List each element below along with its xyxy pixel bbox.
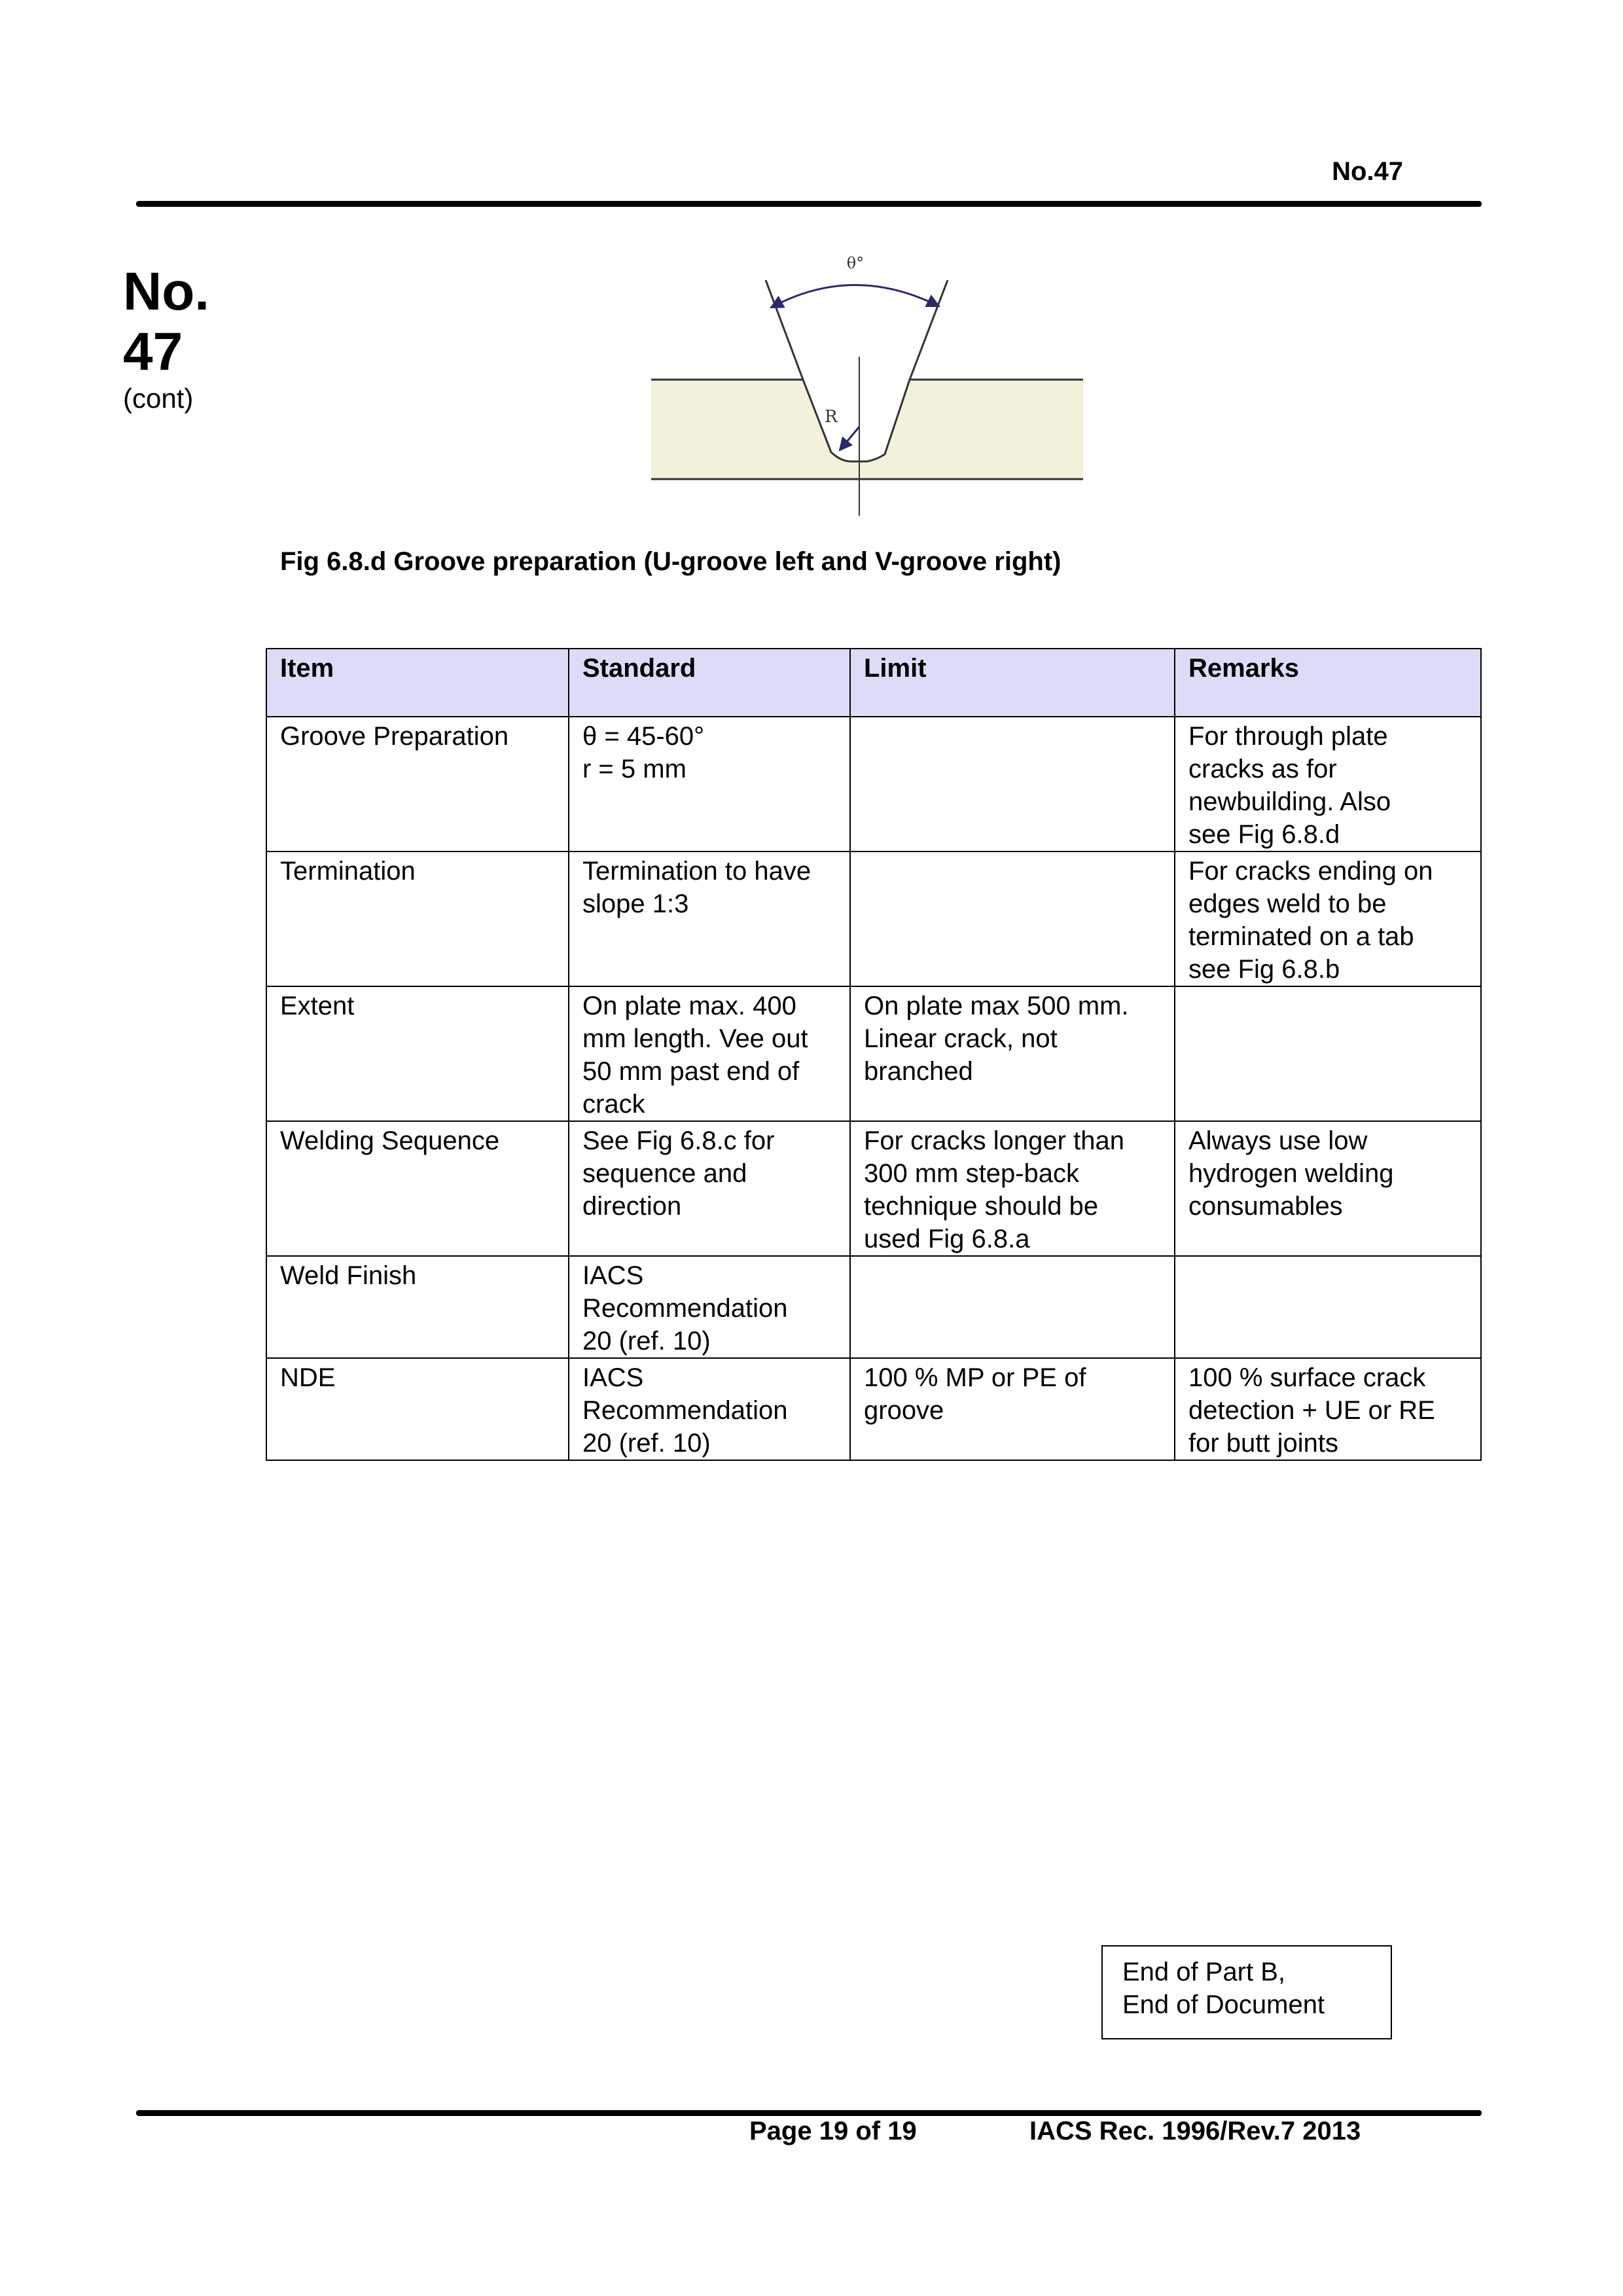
end-of-document-box bbox=[1101, 1945, 1392, 2039]
cell-standard bbox=[569, 852, 850, 986]
cell-item bbox=[266, 986, 569, 1121]
cell-line: hydrogen welding bbox=[1188, 1159, 1394, 1188]
cell-line: for butt joints bbox=[1188, 1429, 1339, 1458]
cell-limit bbox=[850, 1358, 1175, 1460]
cell-standard bbox=[569, 717, 850, 852]
end-box-line: End of Document bbox=[1122, 1990, 1325, 2019]
cell-line: Always use low bbox=[1188, 1126, 1368, 1155]
cell-item bbox=[266, 1358, 569, 1460]
cell-remarks bbox=[1175, 717, 1481, 852]
table-row bbox=[266, 1256, 1481, 1358]
cell-limit bbox=[850, 852, 1175, 986]
plate-section bbox=[651, 380, 1083, 479]
angle-arc bbox=[771, 285, 939, 308]
cell-line: NDE bbox=[280, 1363, 336, 1392]
cell-line: branched bbox=[864, 1057, 973, 1086]
cell-remarks bbox=[1175, 852, 1481, 986]
cell-line: Recommendation bbox=[582, 1396, 788, 1425]
cell-item bbox=[266, 1256, 569, 1358]
cell-line: IACS bbox=[582, 1261, 644, 1290]
table-row bbox=[266, 852, 1481, 986]
column-header-item: Item bbox=[266, 649, 569, 717]
cell-line: 20 (ref. 10) bbox=[582, 1429, 711, 1458]
cell-line: 100 % surface crack bbox=[1188, 1363, 1426, 1392]
cell-line: Termination to have bbox=[582, 857, 812, 886]
figure-caption: Fig 6.8.d Groove preparation (U-groove left and V-groove right) bbox=[280, 547, 1061, 576]
header-rule bbox=[136, 201, 1482, 207]
cell-remarks bbox=[1175, 1121, 1481, 1256]
cell-line: r = 5 mm bbox=[582, 755, 687, 783]
cell-item bbox=[266, 1121, 569, 1256]
radius-arrow bbox=[840, 427, 859, 450]
recommendation-reference: IACS Rec. 1996/Rev.7 2013 bbox=[1029, 2117, 1361, 2145]
column-header-remarks: Remarks bbox=[1175, 649, 1481, 717]
cell-line: 100 % MP or PE of bbox=[864, 1363, 1086, 1392]
cell-line: groove bbox=[864, 1396, 944, 1425]
cell-line: Welding Sequence bbox=[280, 1126, 500, 1155]
radius-label: R bbox=[825, 407, 838, 427]
cell-line: For through plate bbox=[1188, 722, 1388, 751]
cell-limit bbox=[850, 986, 1175, 1121]
cell-line: 300 mm step-back bbox=[864, 1159, 1080, 1188]
table-header-row bbox=[266, 649, 1481, 717]
end-box-line: End of Part B, bbox=[1122, 1958, 1286, 1986]
sidebar-number: 47 bbox=[123, 322, 183, 382]
cell-line: used Fig 6.8.a bbox=[864, 1225, 1030, 1253]
cell-limit bbox=[850, 717, 1175, 852]
cell-line: consumables bbox=[1188, 1192, 1343, 1221]
cell-line: Termination bbox=[280, 857, 416, 886]
cell-remarks bbox=[1175, 1256, 1481, 1358]
cell-item bbox=[266, 717, 569, 852]
cell-limit bbox=[850, 1121, 1175, 1256]
cell-line: Linear crack, not bbox=[864, 1024, 1058, 1053]
cell-line: edges weld to be bbox=[1188, 889, 1387, 918]
cell-line: θ = 45-60° bbox=[582, 722, 705, 751]
cell-standard bbox=[569, 1358, 850, 1460]
footer-rule bbox=[136, 2110, 1482, 2116]
groove-diagram bbox=[645, 249, 1103, 524]
cell-line: IACS bbox=[582, 1363, 644, 1392]
cell-standard bbox=[569, 1121, 850, 1256]
cell-line: see Fig 6.8.b bbox=[1188, 955, 1340, 984]
cell-line: Extent bbox=[280, 992, 355, 1020]
cell-remarks bbox=[1175, 986, 1481, 1121]
cell-line: technique should be bbox=[864, 1192, 1099, 1221]
table-row bbox=[266, 717, 1481, 852]
cell-line: newbuilding. Also bbox=[1188, 787, 1391, 816]
cell-line: crack bbox=[582, 1090, 645, 1119]
cell-line: For cracks longer than bbox=[864, 1126, 1124, 1155]
cell-line: detection + UE or RE bbox=[1188, 1396, 1435, 1425]
table-row bbox=[266, 1121, 1481, 1256]
column-header-standard: Standard bbox=[569, 649, 850, 717]
cell-line: For cracks ending on bbox=[1188, 857, 1433, 886]
cell-line: Weld Finish bbox=[280, 1261, 417, 1290]
table-row bbox=[266, 1358, 1481, 1460]
cell-remarks bbox=[1175, 1358, 1481, 1460]
sidebar-cont: (cont) bbox=[123, 383, 194, 414]
cell-line: sequence and bbox=[582, 1159, 747, 1188]
cell-line: 50 mm past end of bbox=[582, 1057, 800, 1086]
page-number: Page 19 of 19 bbox=[749, 2117, 917, 2145]
cell-line: terminated on a tab bbox=[1188, 922, 1414, 951]
table-row bbox=[266, 986, 1481, 1121]
cell-line: 20 (ref. 10) bbox=[582, 1327, 711, 1355]
repair-spec-table bbox=[266, 648, 1482, 1461]
cell-standard bbox=[569, 1256, 850, 1358]
cell-line: Recommendation bbox=[582, 1294, 788, 1323]
cell-line: direction bbox=[582, 1192, 682, 1221]
cell-line: See Fig 6.8.c for bbox=[582, 1126, 775, 1155]
sidebar-label bbox=[123, 262, 209, 415]
angle-label: θ° bbox=[846, 254, 865, 272]
sidebar-no: No. bbox=[123, 262, 210, 321]
cell-line: mm length. Vee out bbox=[582, 1024, 808, 1053]
cell-standard bbox=[569, 986, 850, 1121]
cell-line: cracks as for bbox=[1188, 755, 1337, 783]
cell-line: see Fig 6.8.d bbox=[1188, 820, 1340, 849]
cell-item bbox=[266, 852, 569, 986]
cell-line: slope 1:3 bbox=[582, 889, 689, 918]
document-number: No.47 bbox=[1332, 157, 1403, 186]
cell-line: On plate max. 400 bbox=[582, 992, 796, 1020]
cell-line: Groove Preparation bbox=[280, 722, 509, 751]
cell-line: On plate max 500 mm. bbox=[864, 992, 1129, 1020]
cell-limit bbox=[850, 1256, 1175, 1358]
column-header-limit: Limit bbox=[850, 649, 1175, 717]
